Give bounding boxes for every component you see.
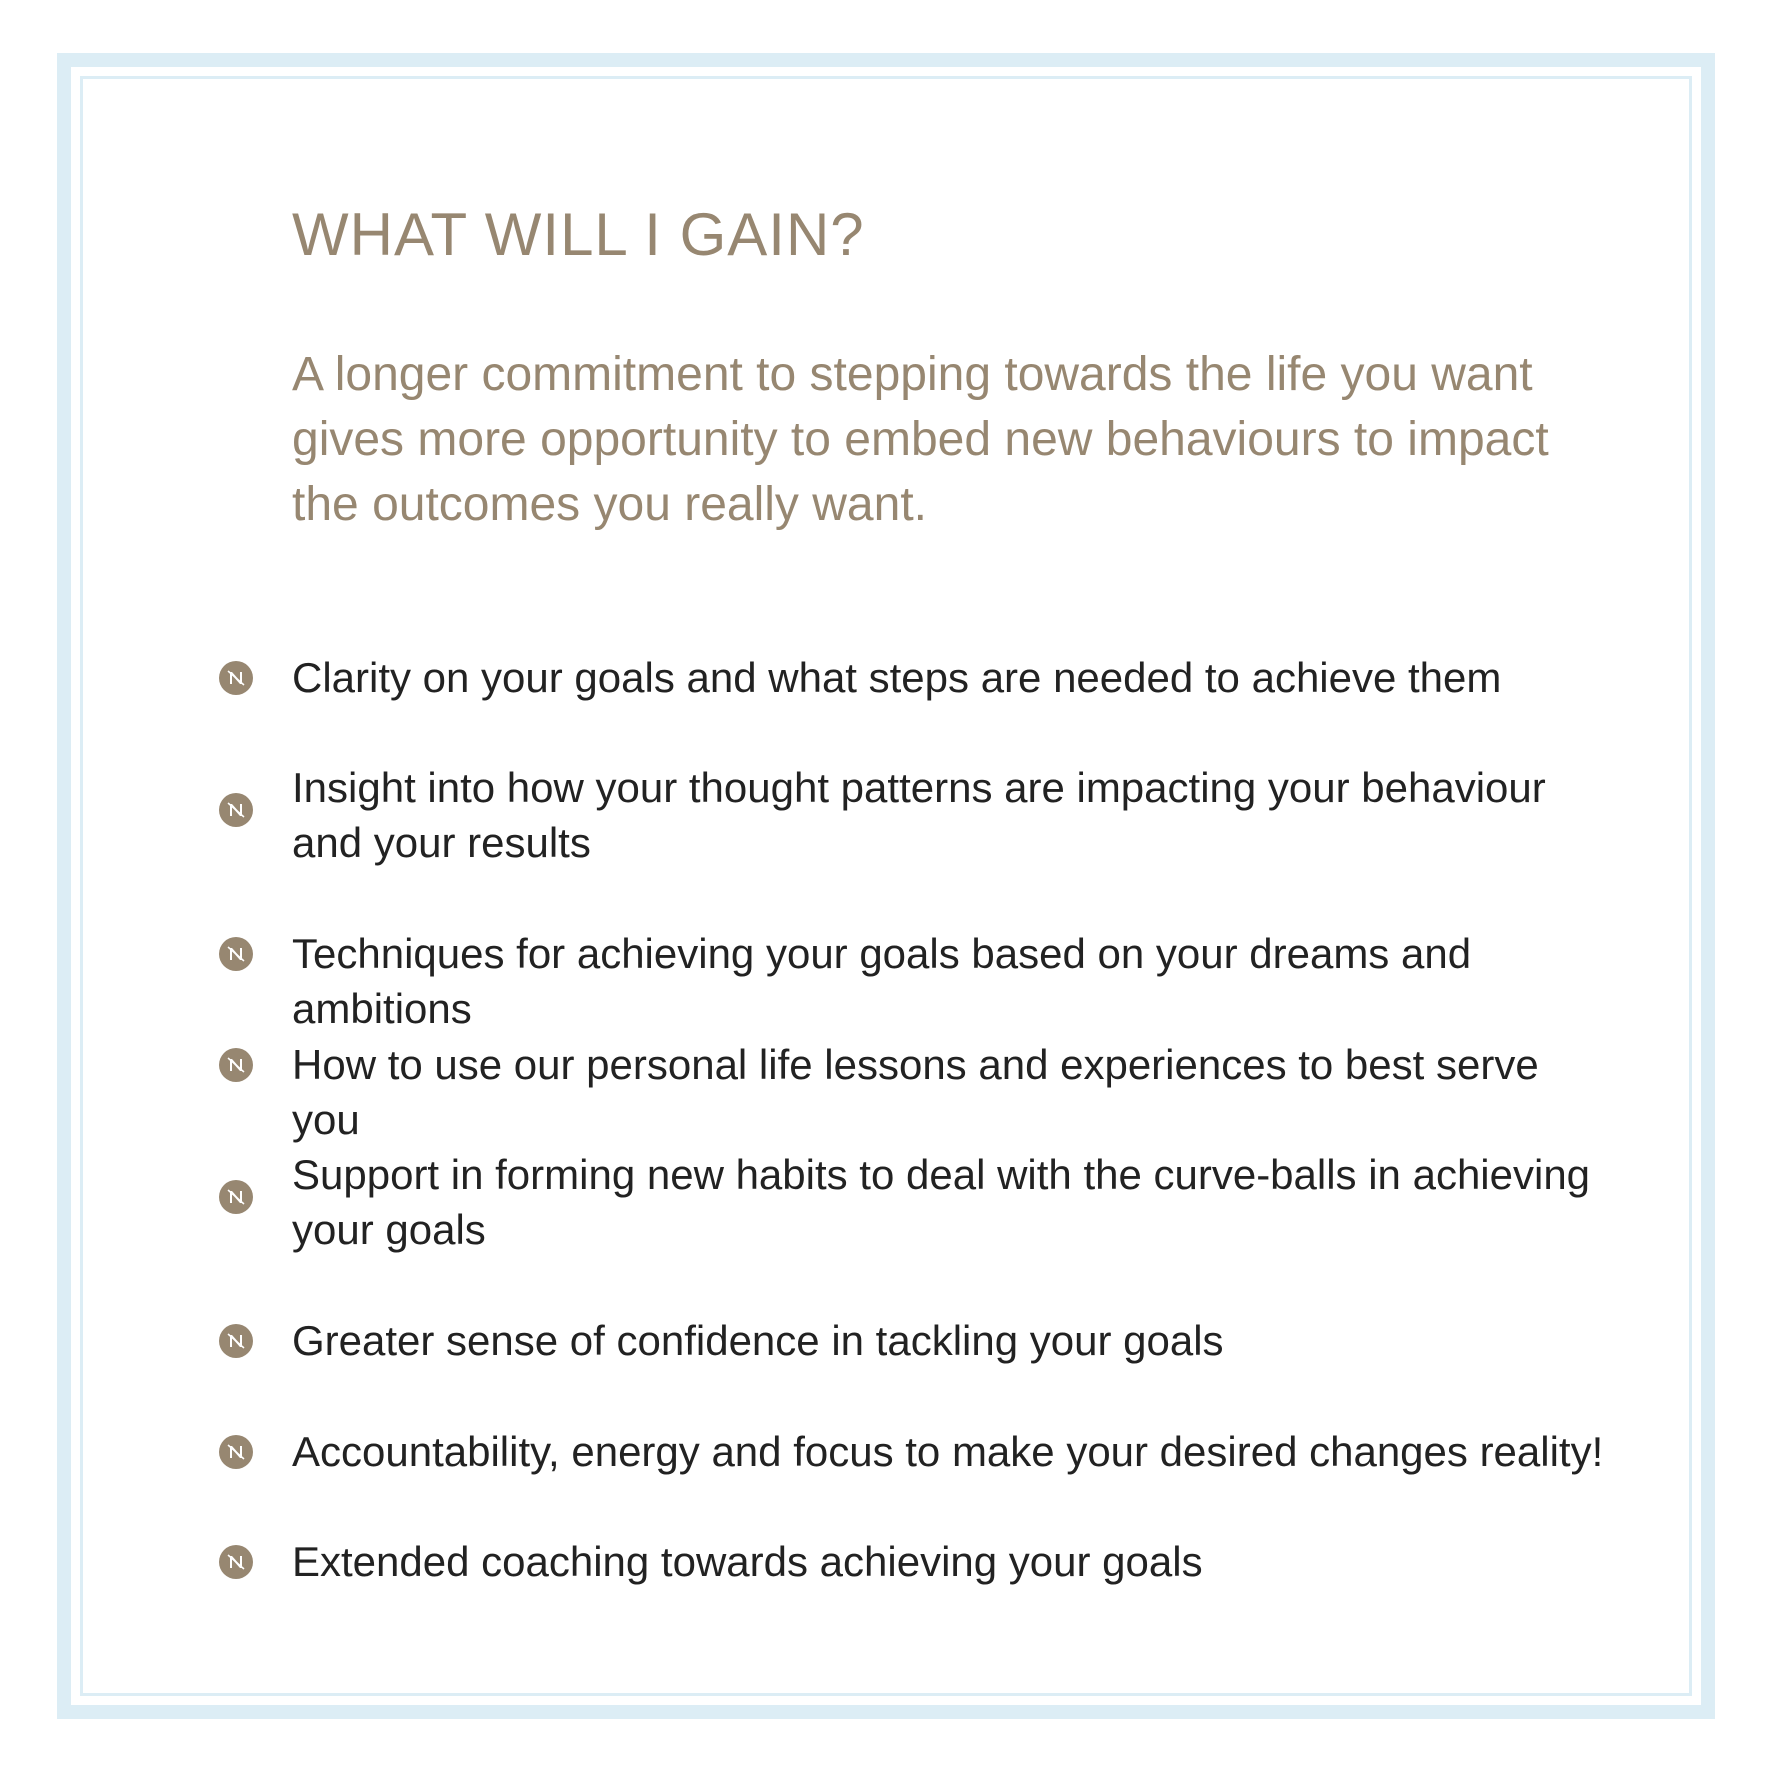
n-monogram-icon <box>219 661 253 695</box>
n-monogram-glyph <box>225 1054 247 1076</box>
n-monogram-icon <box>219 937 253 971</box>
benefit-label: Techniques for achieving your goals based on your dreams and ambitions <box>292 930 1472 1032</box>
benefit-label: Support in forming new habits to deal with the curve-balls in achieving your goals <box>292 1151 1591 1253</box>
n-monogram-icon <box>219 1048 253 1082</box>
page-title: WHAT WILL I GAIN? <box>292 201 865 268</box>
benefit-label: Extended coaching towards achieving your goals <box>292 1538 1203 1585</box>
benefit-label: Greater sense of confidence in tackling your goals <box>292 1317 1224 1364</box>
n-monogram-icon <box>219 1180 253 1214</box>
n-monogram-icon <box>219 1435 253 1469</box>
intro-paragraph: A longer commitment to stepping towards the life you want gives more opportunity to embed new behaviours to impact the outcomes you really want. <box>292 348 1549 531</box>
n-monogram-glyph <box>225 667 247 689</box>
n-monogram-glyph <box>225 1551 247 1573</box>
n-monogram-glyph <box>225 1186 247 1208</box>
benefit-label: Clarity on your goals and what steps are needed to achieve them <box>292 654 1502 701</box>
benefit-label: How to use our personal life lessons and experiences to best serve you <box>292 1041 1539 1143</box>
n-monogram-glyph <box>225 1330 247 1352</box>
n-monogram-glyph <box>225 799 247 821</box>
n-monogram-icon <box>219 793 253 827</box>
n-monogram-glyph <box>225 943 247 965</box>
benefit-label: Insight into how your thought patterns are impacting your behaviour and your results <box>292 764 1546 866</box>
n-monogram-icon <box>219 1545 253 1579</box>
n-monogram-icon <box>219 1324 253 1358</box>
n-monogram-glyph <box>225 1441 247 1463</box>
benefit-label: Accountability, energy and focus to make your desired changes reality! <box>292 1428 1604 1475</box>
